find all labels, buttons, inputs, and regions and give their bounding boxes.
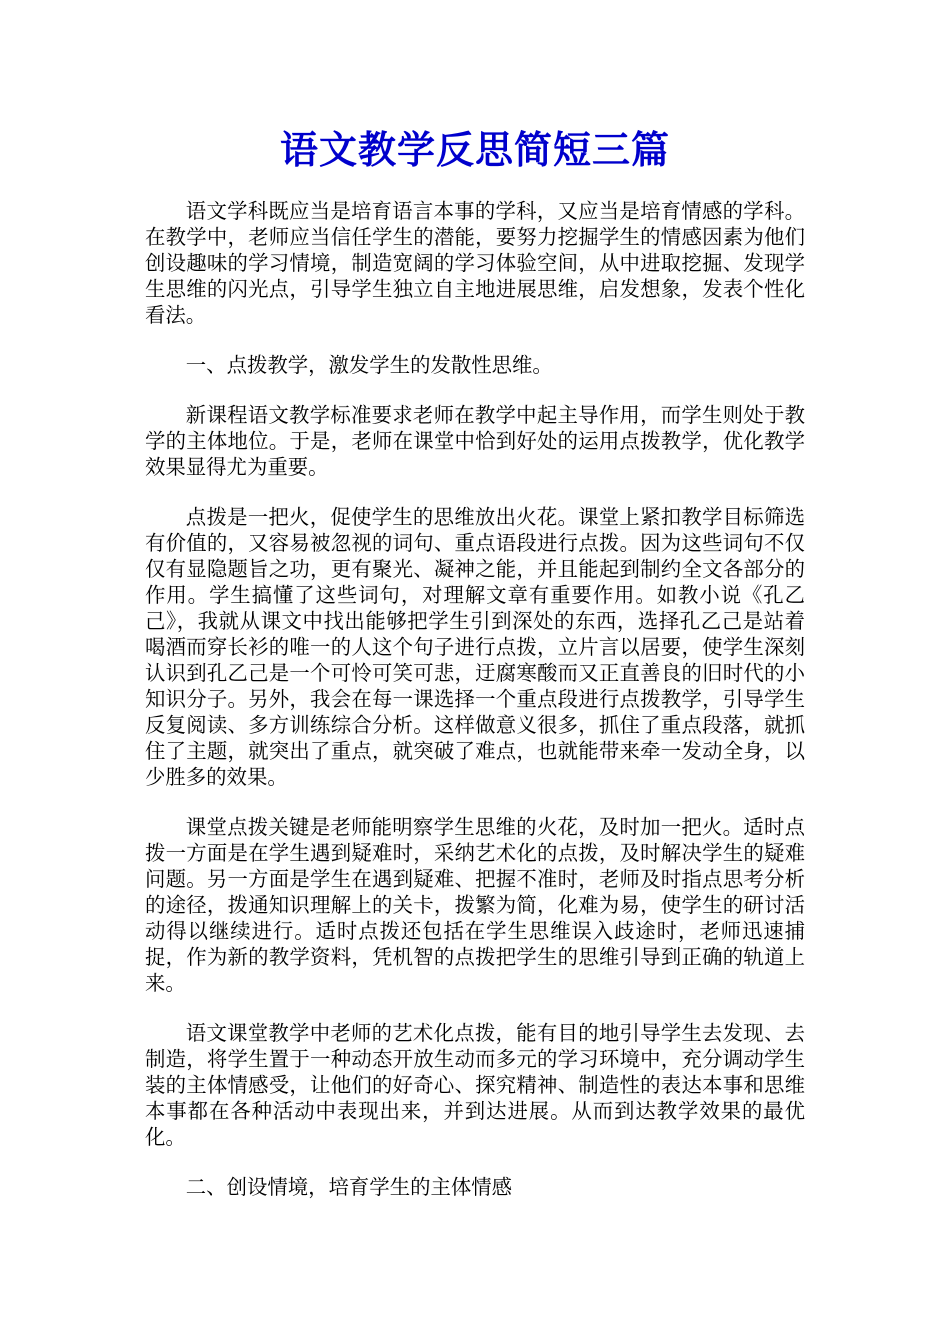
paragraph-4: 课堂点拨关键是老师能明察学生思维的火花，及时加一把火。适时点拨一方面是在学生遇到疑难时，采纳艺术化的点拨，及时解决学生的疑难问题。另一方面是学生在遇到疑难、把握不准时，老师及时指点思考分析的途径，拨通知识理解上的关卡，拨繁为简，化难为易，使学生的研讨活动得以继续进行。适时点拨还包括在学生思维误入歧途时，老师迅速捕捉，作为新的教学资料，凭机智的点拨把学生的思维引导到正确的轨道上来。 [145,815,805,995]
section-heading-1: 一、点拨教学，激发学生的发散性思维。 [185,353,553,377]
section-heading-2: 二、创设情境，培育学生的主体情感 [185,1175,513,1199]
paragraph-intro: 语文学科既应当是培育语言本事的学科，又应当是培育情感的学科。在教学中，老师应当信任学生的潜能，要努力挖掘学生的情感因素为他们创设趣味的学习情境，制造宽阔的学习体验空间，从中进取挖掘、发现学生思维的闪光点，引导学生独立自主地进展思维，启发想象，发表个性化看法。 [145,199,805,327]
paragraph-5: 语文课堂教学中老师的艺术化点拨，能有目的地引导学生去发现、去制造，将学生置于一种动态开放生动而多元的学习环境中，充分调动学生装的主体情感受，让他们的好奇心、探究精神、制造性的表达本事和思维本事都在各种活动中表现出来，并到达进展。从而到达教学效果的最优化。 [145,1021,805,1149]
paragraph-2: 新课程语文教学标准要求老师在教学中起主导作用，而学生则处于教学的主体地位。于是，老师在课堂中恰到好处的运用点拨教学，优化教学效果显得尤为重要。 [145,403,805,479]
document-body [145,198,805,1224]
paragraph-3: 点拨是一把火，促使学生的思维放出火花。课堂上紧扣教学目标筛选有价值的，又容易被忽视的词句、重点语段进行点拨。因为这些词句不仅仅有显隐题旨之功，更有聚光、凝神之能，并且能起到制约全文各部分的作用。学生搞懂了这些词句，对理解文章有重要作用。如教小说《孔乙己》，我就从课文中找出能够把学生引到深处的东西，选择孔乙己是站着喝酒而穿长衫的唯一的人这个句子进行点拨，立片言以居要，使学生深刻认识到孔乙己是一个可怜可笑可悲，迂腐寒酸而又正直善良的旧时代的小知识分子。另外，我会在每一课选择一个重点段进行点拨教学，引导学生反复阅读、多方训练综合分析。这样做意义很多，抓住了重点段落，就抓住了主题，就突出了重点，就突破了难点，也就能带来牵一发动全身，以少胜多的效果。 [145,505,805,789]
page-title: 语文教学反思简短三篇 [279,127,670,172]
